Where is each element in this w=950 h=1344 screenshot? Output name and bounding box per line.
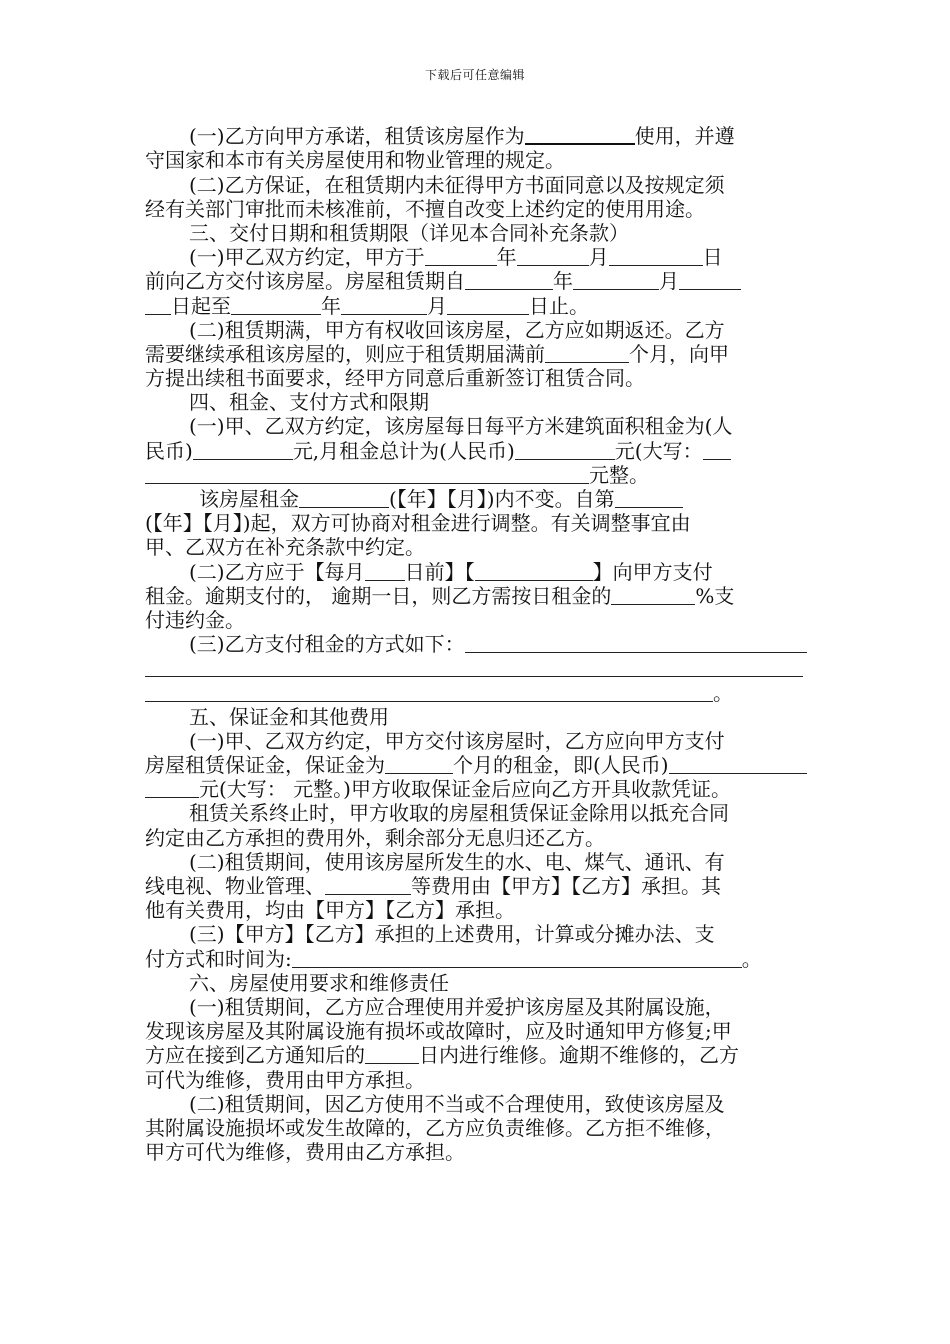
text-segment: 月 <box>588 245 609 270</box>
text-segment: 房屋租赁保证金，保证金为 <box>145 753 385 778</box>
fill-in-blank[interactable] <box>515 439 615 460</box>
fill-in-blank[interactable] <box>231 294 321 315</box>
text-segment: 四、租金、支付方式和限期 <box>189 390 429 415</box>
text-segment: 元整。 <box>589 462 649 487</box>
text-line <box>145 680 807 704</box>
fill-in-blank[interactable] <box>425 245 497 266</box>
text-segment: 可代为维修，费用由甲方承担。 <box>145 1067 425 1092</box>
fill-in-blank[interactable] <box>465 632 807 653</box>
fill-in-blank[interactable] <box>669 753 807 774</box>
text-segment: 线电视、物业管理、 <box>145 874 325 898</box>
fill-in-blank[interactable] <box>545 342 629 363</box>
text-segment: (一)甲、乙双方约定，该房屋每日每平方米建筑面积租金为(人 <box>189 414 733 439</box>
text-line <box>145 535 807 559</box>
fill-in-blank[interactable] <box>341 294 427 315</box>
text-line <box>145 221 807 245</box>
fill-in-blank[interactable] <box>573 269 659 290</box>
text-segment: (二)租赁期间，因乙方使用不当或不合理使用，致使该房屋及 <box>189 1091 725 1116</box>
text-segment: (一)甲、乙双方约定，甲方交付该房屋时，乙方应向甲方支付 <box>189 728 725 753</box>
text-line <box>145 874 807 898</box>
text-segment: (【年】【月】)起，双方可协商对租金进行调整。有关调整事宜由 <box>145 511 691 536</box>
fill-in-blank[interactable] <box>517 245 589 266</box>
fill-in-blank[interactable] <box>292 947 742 968</box>
text-line <box>145 1067 807 1091</box>
text-segment: (二)租赁期满，甲方有权收回该房屋，乙方应如期返还。乙方 <box>189 317 725 342</box>
fill-in-blank[interactable] <box>475 560 593 581</box>
text-segment: 日 <box>702 245 723 270</box>
text-line <box>145 342 807 366</box>
text-segment: 发现该房屋及其附属设施有损坏或故障时，应及时通知甲方修复;甲 <box>145 1019 732 1044</box>
text-segment: 租赁关系终止时，甲方收取的房屋租赁保证金除用以抵充合同 <box>189 801 729 826</box>
text-segment: (一)租赁期间，乙方应合理使用并爱护该房屋及其附属设施， <box>189 994 725 1019</box>
text-segment: 民币) <box>145 438 193 463</box>
text-segment: 经有关部门审批而未核准前，不擅自改变上述约定的使用用途。 <box>145 196 705 221</box>
text-line <box>145 438 807 462</box>
text-line <box>145 946 807 970</box>
text-line <box>145 608 807 632</box>
text-segment: 守国家和本市有关房屋使用和物业管理的规定。 <box>145 148 565 173</box>
text-segment: (二)租赁期间，使用该房屋所发生的水、电、煤气、通讯、有 <box>189 849 725 874</box>
text-segment: 他有关费用，均由【甲方】【乙方】承担。 <box>145 898 515 923</box>
text-segment: 元,月租金总计为(人民币) <box>292 438 515 463</box>
fill-in-blank[interactable] <box>609 245 703 266</box>
text-segment: 年 <box>496 245 517 270</box>
text-segment: 月 <box>659 269 679 294</box>
fill-in-blank[interactable] <box>145 777 199 798</box>
fill-in-blank[interactable] <box>365 1043 419 1064</box>
text-segment: 】向甲方支付 <box>592 559 713 584</box>
text-line <box>145 825 807 849</box>
fill-in-blank[interactable] <box>365 560 405 581</box>
fill-in-blank[interactable] <box>145 681 713 702</box>
text-segment: 甲、乙双方在补充条款中约定。 <box>145 535 425 560</box>
text-segment: %支 <box>695 583 735 608</box>
text-segment: 甲方可代为维修，费用由乙方承担。 <box>145 1140 465 1165</box>
fill-in-blank[interactable] <box>703 439 731 460</box>
text-line <box>145 1043 807 1067</box>
text-line <box>145 390 807 414</box>
text-line <box>145 559 807 583</box>
text-line <box>145 801 807 825</box>
text-line <box>145 584 807 608</box>
text-segment: 租金。逾期支付的， 逾期一日，则乙方需按日租金的 <box>145 583 612 608</box>
text-segment: 月 <box>427 293 447 318</box>
text-line <box>145 850 807 874</box>
text-segment: 需要继续承租该房屋的，则应于租赁期届满前 <box>145 341 545 366</box>
text-line <box>145 269 807 293</box>
text-line <box>145 777 807 801</box>
fill-in-blank[interactable] <box>325 874 411 895</box>
text-segment: 前向乙方交付该房屋。房屋租赁期自 <box>145 269 465 294</box>
text-segment: 付违约金。 <box>145 607 245 632</box>
text-segment: (【年】【月】)内不变。自第 <box>389 487 615 511</box>
text-segment: 日起至 <box>171 293 231 318</box>
text-line <box>145 511 807 535</box>
text-segment: 日前】【 <box>404 559 475 584</box>
fill-in-blank[interactable] <box>145 294 171 315</box>
text-segment: (三)【甲方】【乙方】承担的上述费用，计算或分摊办法、支 <box>189 922 715 947</box>
text-segment: 方应在接到乙方通知后的 <box>145 1043 365 1068</box>
text-line <box>145 1019 807 1043</box>
text-line <box>145 463 807 487</box>
text-line <box>145 366 807 390</box>
text-segment: 日内进行维修。逾期不维修的，乙方 <box>419 1043 739 1068</box>
text-line <box>145 293 807 317</box>
text-line <box>145 1092 807 1116</box>
text-line <box>145 995 807 1019</box>
text-segment: 该房屋租金 <box>199 487 299 511</box>
text-line <box>145 197 807 221</box>
text-segment: 其附属设施损坏或发生故障的，乙方应负责维修。乙方拒不维修， <box>145 1115 725 1140</box>
text-line <box>145 1116 807 1140</box>
text-segment: (一)乙方向甲方承诺，租赁该房屋作为 <box>189 124 525 149</box>
fill-in-blank[interactable] <box>145 463 589 484</box>
text-line <box>145 753 807 777</box>
text-line <box>145 632 807 656</box>
text-line <box>145 487 807 511</box>
text-line <box>145 148 807 172</box>
text-segment: 元(大写： <box>614 438 703 463</box>
text-line <box>145 1140 807 1164</box>
text-segment: 年 <box>321 293 341 318</box>
fill-in-blank[interactable] <box>193 439 293 460</box>
fill-in-blank[interactable] <box>299 487 389 508</box>
text-segment: 五、保证金和其他费用 <box>189 704 389 729</box>
text-segment: 付方式和时间为: <box>145 946 292 971</box>
text-segment: 方提出续租书面要求，经甲方同意后重新签订租赁合同。 <box>145 366 645 391</box>
fill-in-blank[interactable] <box>465 269 553 290</box>
text-segment: 个月，向甲 <box>629 341 729 366</box>
text-line <box>145 172 807 196</box>
text-segment: 元(大写： 元整。)甲方收取保证金后应向乙方开具收款凭证。 <box>199 777 731 802</box>
fill-in-blank[interactable] <box>145 656 803 677</box>
text-segment: 日止。 <box>529 293 589 318</box>
text-line <box>145 729 807 753</box>
text-segment: 年 <box>553 269 573 294</box>
text-segment: 约定由乙方承担的费用外，剩余部分无息归还乙方。 <box>145 825 605 850</box>
text-line <box>145 922 807 946</box>
text-segment: 。 <box>741 946 762 971</box>
fill-in-blank[interactable] <box>615 487 683 508</box>
text-segment: (二)乙方应于【每月 <box>189 559 365 584</box>
contract-body <box>145 124 807 1164</box>
fill-in-blank[interactable] <box>525 123 635 145</box>
text-line <box>145 318 807 342</box>
text-segment: (三)乙方支付租金的方式如下： <box>189 632 465 657</box>
text-segment: (二)乙方保证，在租赁期内未征得甲方书面同意以及按规定须 <box>189 172 725 197</box>
text-line <box>145 898 807 922</box>
fill-in-blank[interactable] <box>679 269 741 290</box>
fill-in-blank[interactable] <box>385 753 453 774</box>
text-line <box>145 705 807 729</box>
fill-in-blank[interactable] <box>611 584 695 605</box>
fill-in-blank[interactable] <box>447 294 529 315</box>
text-line <box>145 245 807 269</box>
text-segment: 六、房屋使用要求和维修责任 <box>189 970 449 995</box>
text-line <box>145 656 807 680</box>
text-segment: 使用，并遵 <box>634 124 735 149</box>
page-header: 下载后可任意编辑 <box>424 68 525 82</box>
text-line <box>145 124 807 148</box>
text-line <box>145 414 807 438</box>
text-segment: 个月的租金，即(人民币) <box>453 753 669 778</box>
text-segment: (一)甲乙双方约定，甲方于 <box>189 245 425 270</box>
text-segment: 等费用由【甲方】【乙方】承担。其 <box>411 874 721 898</box>
text-line <box>145 971 807 995</box>
text-segment: 三、交付日期和租赁期限（详见本合同补充条款） <box>189 220 629 245</box>
text-segment: 。 <box>713 680 733 705</box>
